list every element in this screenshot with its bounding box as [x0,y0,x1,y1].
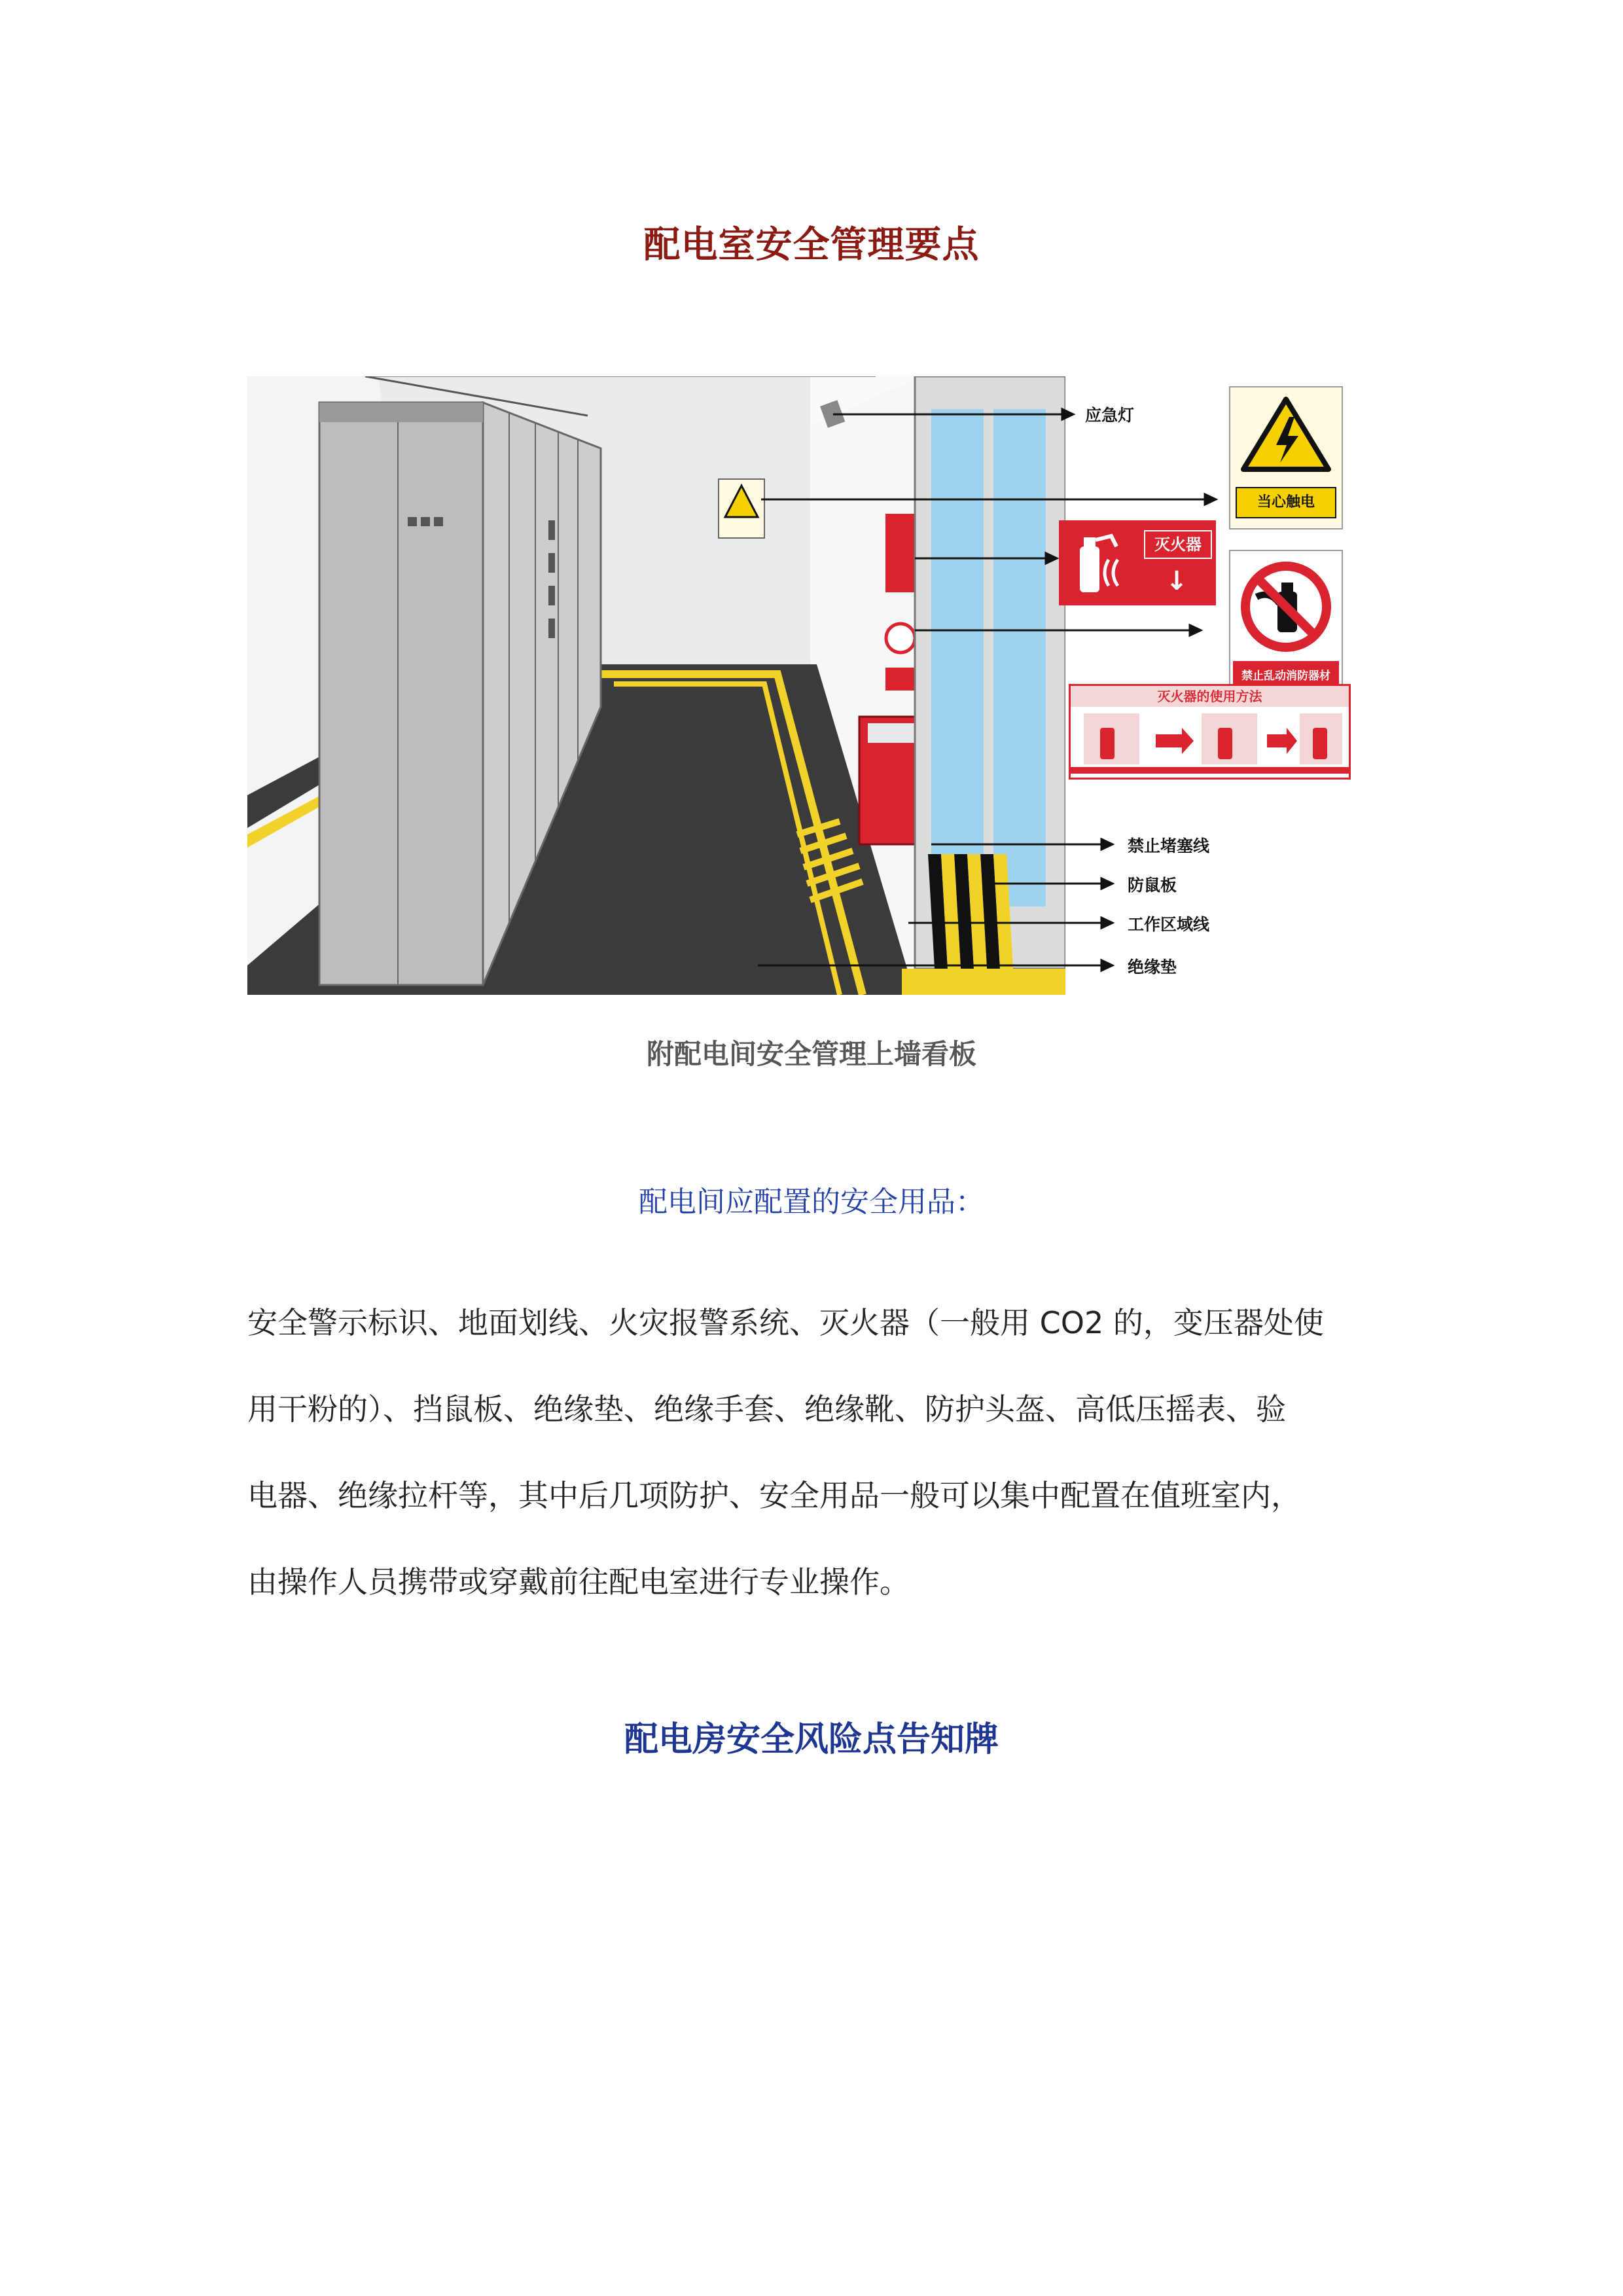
extinguisher-label: 灭火器 [1144,530,1212,559]
section-heading: 配电房安全风险点告知牌 [624,1720,999,1759]
callout-emergency-light: 应急灯 [1085,406,1135,425]
no-moving-fire-equipment-sign [1229,550,1343,700]
section-subheading: 配电间应配置的安全用品： [639,1185,984,1219]
extinguisher-steps-illustration [1071,708,1349,774]
body-line: 安全警示标识、地面划线、火灾报警系统、灭火器（一般用 CO2 的，变压器处使 [247,1305,1324,1340]
extinguisher-usage-sign [1069,684,1351,780]
body-line: 用干粉的）、挡鼠板、绝缘垫、绝缘手套、绝缘靴、防护头盔、高低压摇表、验 [247,1391,1286,1427]
callout-insulation-mat: 绝缘垫 [1128,958,1177,977]
callout-work-zone-line: 工作区域线 [1128,915,1210,934]
body-line: 由操作人员携带或穿戴前往配电室进行专业操作。 [247,1564,910,1600]
callout-rat-guard: 防鼠板 [1128,876,1177,895]
caution-electric-sign [1229,386,1343,529]
fire-extinguisher-icon [1059,520,1131,605]
fire-extinguisher-sign [1059,520,1216,605]
figure-caption: 附配电间安全管理上墙看板 [646,1038,976,1070]
safety-board-figure [247,376,1386,995]
page-title: 配电室安全管理要点 [643,224,980,266]
body-line: 电器、绝缘拉杆等，其中后几项防护、安全用品一般可以集中配置在值班室内， [247,1478,1301,1513]
callout-no-blocking-line: 禁止堵塞线 [1128,836,1210,855]
high-voltage-warning-icon [1230,387,1342,479]
extinguisher-usage-title: 灭火器的使用方法 [1071,686,1349,707]
arrow-down-icon: ↓ [1166,566,1188,596]
no-touch-prohibition-icon [1230,551,1342,656]
no-moving-fire-equipment-label: 禁止乱动消防器材 [1233,661,1339,691]
caution-electric-label: 当心触电 [1236,487,1336,518]
body-paragraph [247,1280,1386,1625]
